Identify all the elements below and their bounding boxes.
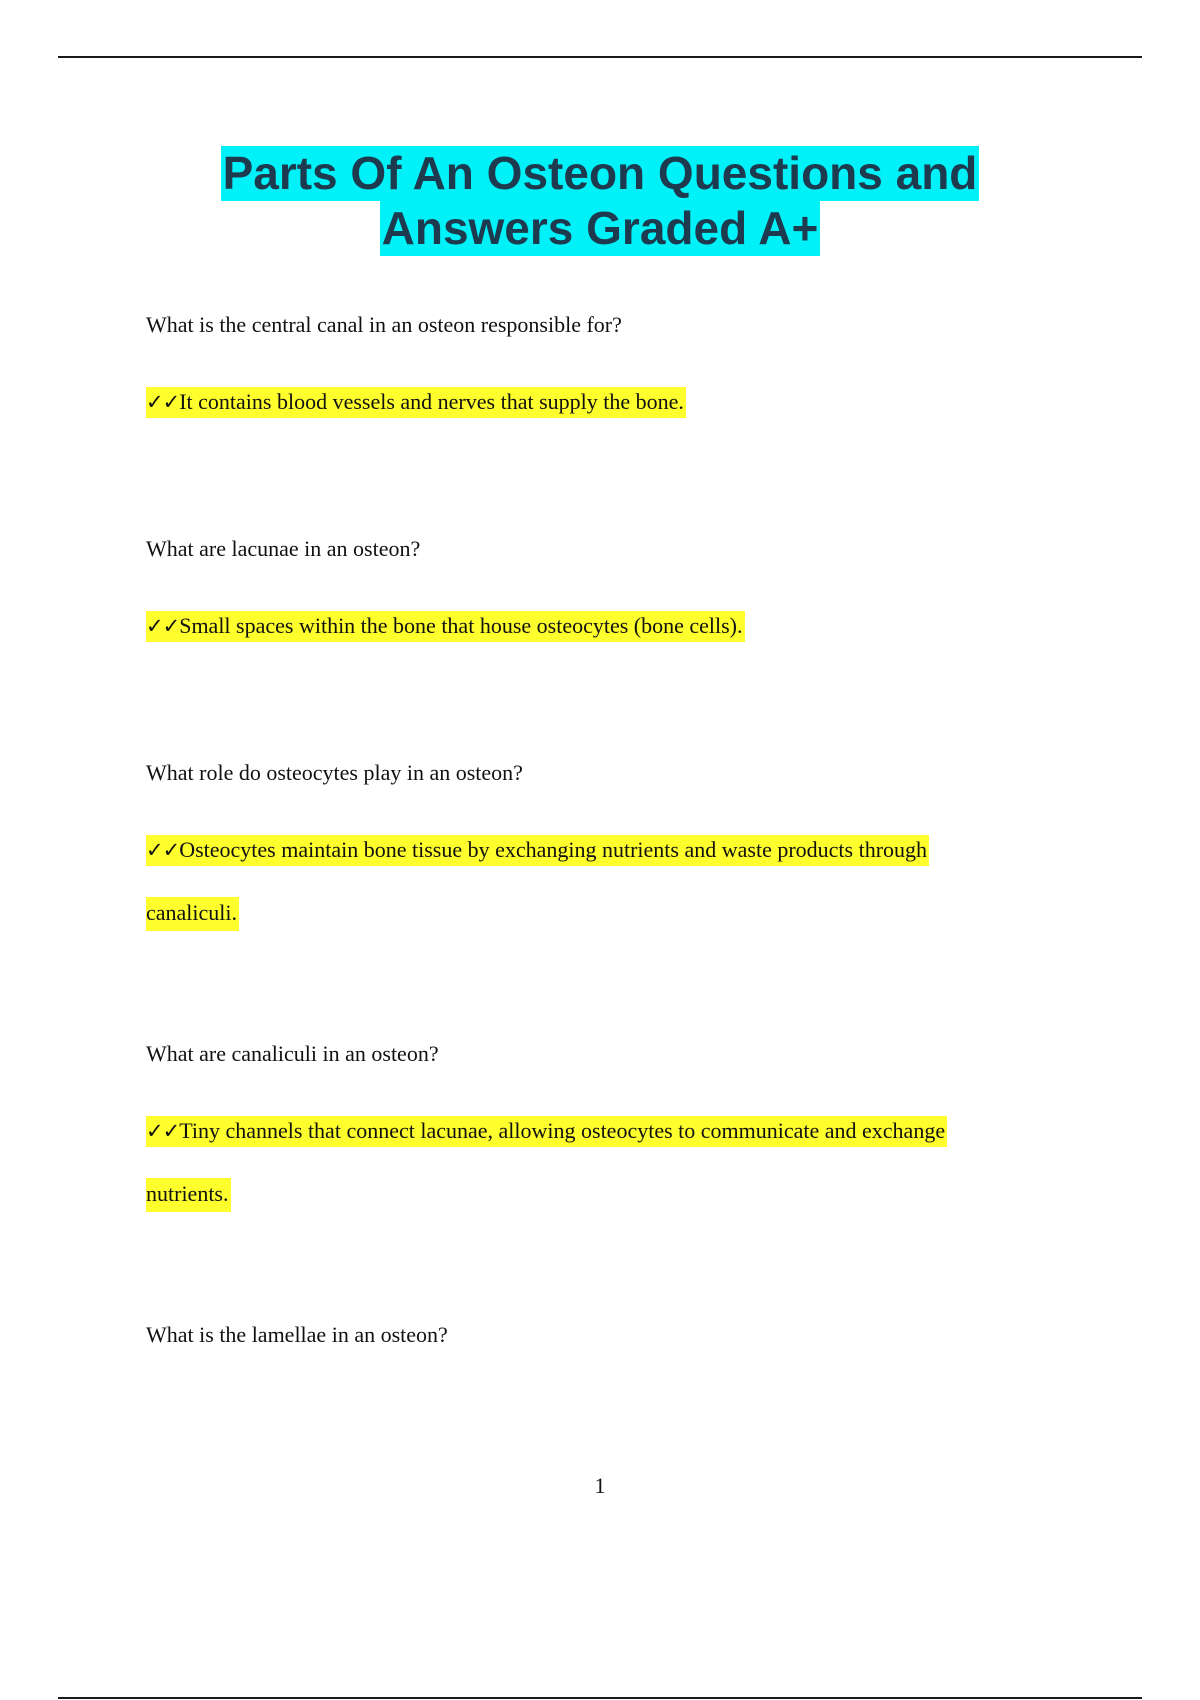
question-2: What are lacunae in an osteon?	[146, 536, 421, 561]
document-title	[0, 146, 1200, 256]
answer-4	[146, 1117, 947, 1206]
question-3: What role do osteocytes play in an osteon?	[146, 760, 523, 785]
question-5: What is the lamellae in an osteon?	[146, 1322, 448, 1347]
footer-rule	[58, 1697, 1142, 1699]
title-line-1: Parts Of An Osteon Questions and	[222, 147, 978, 199]
double-check-icon: ✓✓	[146, 1119, 180, 1143]
answer-3-line-1: ✓✓Osteocytes maintain bone tissue by exchanging nutrients and waste products through	[146, 835, 929, 866]
answer-3-line-2: canaliculi.	[146, 897, 239, 931]
double-check-icon: ✓✓	[146, 390, 180, 414]
answer-2	[146, 612, 745, 640]
answer-3	[146, 836, 929, 925]
answer-4-line-1: ✓✓Tiny channels that connect lacunae, allowing osteocytes to communicate and exchange	[146, 1116, 947, 1147]
answer-4-line-2: nutrients.	[146, 1178, 231, 1212]
question-1: What is the central canal in an osteon responsible for?	[146, 312, 622, 337]
answer-2-line-1: ✓✓Small spaces within the bone that house osteocytes (bone cells).	[146, 611, 745, 642]
page-number: 1	[594, 1473, 606, 1498]
double-check-icon: ✓✓	[146, 614, 180, 638]
header-rule	[58, 56, 1142, 58]
title-line-2: Answers Graded A+	[381, 202, 819, 254]
answer-1	[146, 388, 686, 416]
question-4: What are canaliculi in an osteon?	[146, 1041, 439, 1066]
answer-1-line-1: ✓✓It contains blood vessels and nerves that supply the bone.	[146, 387, 686, 418]
double-check-icon: ✓✓	[146, 838, 180, 862]
